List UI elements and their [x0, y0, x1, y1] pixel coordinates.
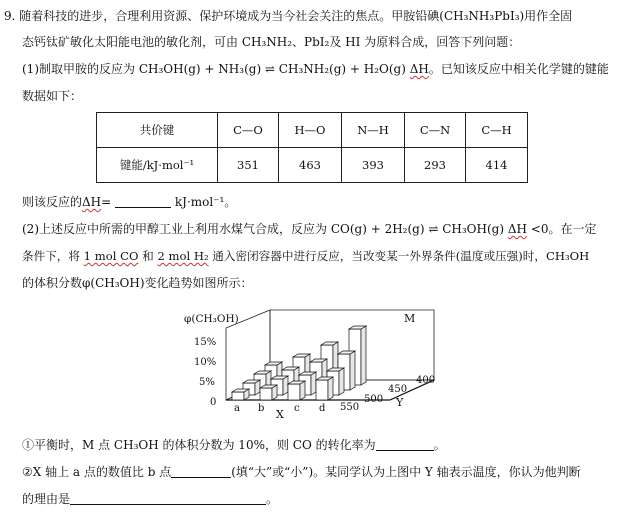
answer1-line	[22, 194, 236, 210]
y-tick-label: 500	[364, 394, 384, 405]
sub2-continued: (填“大”或“小”)。某同学认为上图中 Y 轴表示温度，你认为他判断	[231, 465, 581, 479]
part1-delta-h: ΔH	[409, 62, 429, 76]
bar-side-face	[339, 368, 344, 395]
part1-data-label: 数据如下：	[22, 89, 83, 103]
z-tick-label: 10%	[194, 357, 217, 368]
part2-reaction: (2)上述反应中所需的甲醇工业上利用水煤气合成，反应为 CO(g) + 2H₂(g) ⇌ CH₃OH(g)	[22, 222, 505, 236]
intro-text-1: 随着科技的进步，合理利用资源、保护环境成为当今社会关注的焦点。甲胺铅碘(CH₃NH₃PbI₃)用作全固	[19, 9, 573, 23]
point-m-label: M	[404, 312, 416, 325]
x-tick-label: d	[319, 403, 326, 414]
table-row-label: 键能/kJ·mol⁻¹	[97, 148, 218, 183]
bar-side-face	[311, 372, 316, 395]
chart-ylabel: φ(CH₃OH)	[184, 313, 239, 325]
part2-line	[22, 221, 597, 237]
sub2-blank[interactable]	[171, 465, 231, 478]
part2-delta-h: ΔH	[507, 222, 527, 236]
answer1-prefix: 则该反应的	[22, 195, 83, 209]
sub1-line	[22, 437, 446, 453]
x-tick-label: a	[234, 403, 240, 414]
bar-front-face	[260, 388, 272, 400]
answer1-delta-h: ΔH	[82, 195, 102, 209]
table-cell: 351	[218, 148, 279, 183]
bar-front-face	[288, 384, 300, 400]
part2-co-amount: 1 mol CO	[83, 249, 139, 263]
sub2-reason-label: 的理由是	[22, 492, 71, 506]
sub2-reason-line	[22, 491, 278, 507]
part1-reaction: (1)制取甲胺的反应为 CH₃OH(g) + NH₃(g) ⇌ CH₃NH₂(g) + H₂O(g)	[22, 62, 406, 76]
y-tick-label: 550	[340, 402, 360, 413]
y-tick-label: 400	[416, 375, 436, 386]
answer1-blank[interactable]	[115, 195, 171, 208]
z-tick-label: 5%	[199, 377, 215, 388]
bar-side-face	[328, 377, 333, 400]
table-row	[97, 113, 528, 148]
z-tick-label: 15%	[194, 337, 217, 348]
bar-front-face	[232, 392, 244, 400]
y-tick-label: 450	[388, 384, 408, 395]
part2-h2-amount: 2 mol H₂	[157, 249, 209, 263]
answer1-unit: kJ·mol⁻¹。	[174, 195, 237, 209]
question-number: 9.	[4, 9, 16, 23]
table-cell: 414	[466, 148, 528, 183]
table-header-cell: C—N	[405, 113, 466, 148]
bond-energy-table	[96, 112, 528, 183]
table-header-cell: C—O	[218, 113, 279, 148]
question-line-1	[4, 8, 572, 24]
x-axis-label: X	[276, 408, 284, 420]
x-tick-label: c	[294, 403, 300, 414]
sub1-end: 。	[433, 438, 446, 452]
intro-text-2: 态钙钛矿敏化太阳能电池的敏化剂，可由 CH₃NH₂、PbI₂及 HI 为原料合成，回答下列问题：	[22, 35, 521, 49]
table-header-cell: 共价键	[97, 113, 218, 148]
part1-continued: 。已知该反应中相关化学键的键能	[428, 62, 609, 76]
y-axis-label: Y	[396, 396, 404, 409]
answer1-equals: =	[101, 195, 112, 209]
table-header-cell: C—H	[466, 113, 528, 148]
x-tick-label: b	[258, 403, 265, 414]
part2-figure-intro: 的体积分数φ(CH₃OH)变化趋势如图所示：	[22, 276, 253, 290]
table-header-cell: N—H	[342, 113, 405, 148]
sub2-line	[22, 464, 581, 480]
chart-bars	[232, 326, 366, 400]
table-cell: 463	[279, 148, 342, 183]
table-cell: 393	[342, 148, 405, 183]
part2-continued: <0。在一定	[526, 222, 597, 236]
sub2-text: ②X 轴上 a 点的数值比 b 点	[22, 465, 172, 479]
sub1-blank[interactable]	[376, 438, 434, 451]
volume-fraction-chart	[178, 302, 448, 420]
bar-side-face	[361, 326, 366, 385]
sub1-text: ①平衡时，M 点 CH₃OH 的体积分数为 10%，则 CO 的转化率为	[22, 438, 376, 452]
part2-cond-a: 条件下，将	[22, 249, 84, 263]
sub2-reason-end: 。	[266, 492, 279, 506]
table-cell: 293	[405, 148, 466, 183]
table-row	[97, 148, 528, 183]
part1-line	[22, 61, 609, 77]
bar-side-face	[350, 351, 355, 390]
part2-cond-c: 通入密闭容器中进行反应，当改变某一外界条件(温度或压强)时，CH₃OH	[208, 249, 590, 263]
part2-cond-b: 和	[138, 249, 158, 263]
bar-front-face	[316, 380, 328, 400]
table-header-cell: H—O	[279, 113, 342, 148]
part2-conditions	[22, 248, 589, 264]
z-tick-label: 0	[210, 397, 217, 408]
sub2-reason-blank[interactable]	[70, 492, 266, 505]
